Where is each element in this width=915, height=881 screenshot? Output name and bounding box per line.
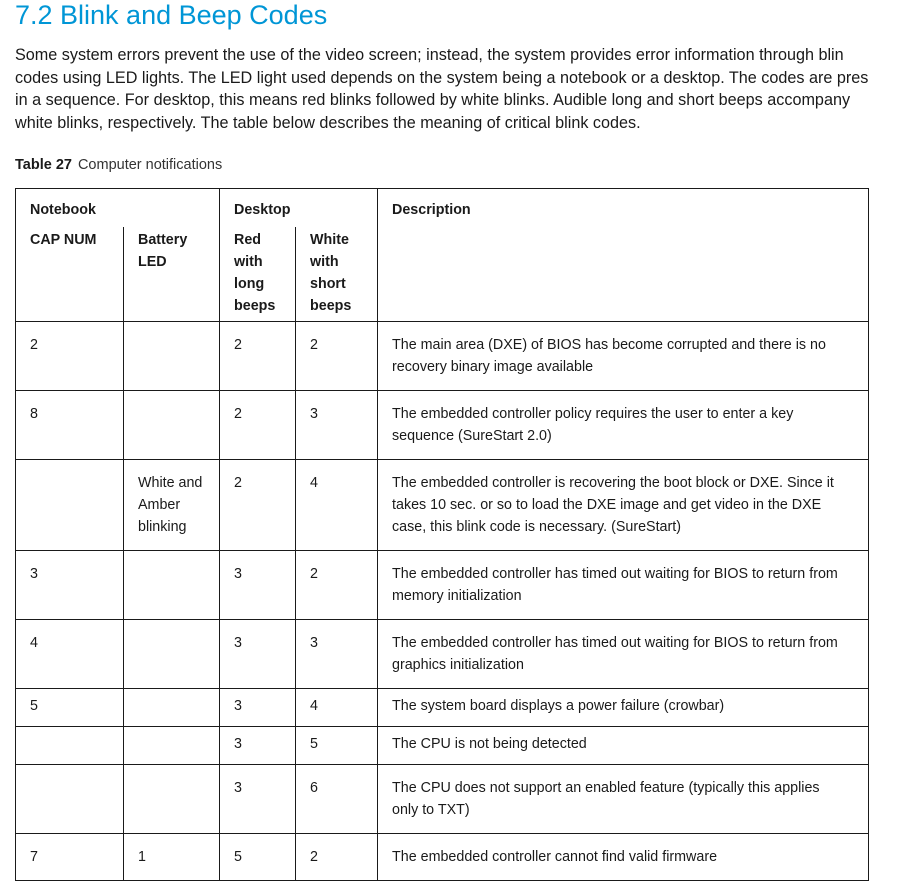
section-title: 7.2 Blink and Beep Codes [15,0,328,30]
header-description: Description [378,189,869,322]
header-battery-led: Battery LED [124,227,220,322]
cell-cap-num [16,765,124,834]
cell-red: 2 [220,391,296,460]
cell-red: 2 [220,322,296,391]
intro-line: codes using LED lights. The LED light used depends on the system being a notebook or a desktop. The codes are pres [15,68,869,87]
cell-battery-led [124,322,220,391]
cell-red: 3 [220,765,296,834]
intro-line: white blinks, respectively. The table below describes the meaning of critical blink codes. [15,113,641,132]
header-desktop: Desktop [220,189,378,228]
intro-paragraph [15,44,895,134]
table-caption-number: Table 27 [15,157,72,173]
table-row [16,727,869,765]
cell-description: The embedded controller policy requires the user to enter a key sequence (SureStart 2.0) [378,391,869,460]
blink-codes-table [15,188,869,881]
table-row [16,834,869,881]
cell-cap-num: 3 [16,551,124,620]
cell-description: The embedded controller has timed out waiting for BIOS to return from memory initialization [378,551,869,620]
table-row [16,551,869,620]
table-caption [15,157,222,173]
cell-battery-led [124,689,220,727]
cell-description: The embedded controller is recovering the boot block or DXE. Since it takes 10 sec. or so to load the DXE image and get video in the DXE case, this blink code is necessary. (SureStart) [378,460,869,551]
cell-cap-num: 8 [16,391,124,460]
table-row [16,765,869,834]
intro-line: Some system errors prevent the use of the video screen; instead, the system provides error information through blin [15,46,844,64]
header-cap-num: CAP NUM [16,227,124,322]
header-white-short-beeps: White with short beeps [296,227,378,322]
cell-red: 3 [220,727,296,765]
cell-description: The embedded controller has timed out waiting for BIOS to return from graphics initialization [378,620,869,689]
cell-description: The main area (DXE) of BIOS has become corrupted and there is no recovery binary image available [378,322,869,391]
cell-battery-led [124,391,220,460]
cell-white: 3 [296,391,378,460]
cell-red: 2 [220,460,296,551]
table-row [16,391,869,460]
cell-cap-num [16,727,124,765]
cell-white: 2 [296,834,378,881]
table-row [16,460,869,551]
cell-red: 3 [220,551,296,620]
cell-white: 3 [296,620,378,689]
cell-white: 2 [296,322,378,391]
header-notebook: Notebook [16,189,220,228]
table-caption-text: Computer notifications [77,157,223,173]
cell-red: 5 [220,834,296,881]
cell-red: 3 [220,620,296,689]
cell-description: The CPU is not being detected [378,727,869,765]
document-page [15,0,915,865]
cell-description: The CPU does not support an enabled feature (typically this applies only to TXT) [378,765,869,834]
cell-white: 6 [296,765,378,834]
cell-battery-led: 1 [124,834,220,881]
cell-battery-led: White and Amber blinking [124,460,220,551]
header-red-long-beeps: Red with long beeps [220,227,296,322]
cell-white: 4 [296,460,378,551]
cell-description: The embedded controller cannot find valid firmware [378,834,869,881]
cell-cap-num: 4 [16,620,124,689]
cell-battery-led [124,620,220,689]
cell-description: The system board displays a power failure (crowbar) [378,689,869,727]
cell-battery-led [124,765,220,834]
cell-white: 4 [296,689,378,727]
table-row [16,689,869,727]
cell-battery-led [124,551,220,620]
cell-cap-num [16,460,124,551]
cell-red: 3 [220,689,296,727]
table-row [16,620,869,689]
cell-cap-num: 5 [16,689,124,727]
cell-cap-num: 7 [16,834,124,881]
cell-white: 2 [296,551,378,620]
cell-cap-num: 2 [16,322,124,391]
table-row [16,322,869,391]
cell-white: 5 [296,727,378,765]
intro-line: in a sequence. For desktop, this means red blinks followed by white blinks. Audible long and short beeps accompany [15,91,851,109]
cell-battery-led [124,727,220,765]
